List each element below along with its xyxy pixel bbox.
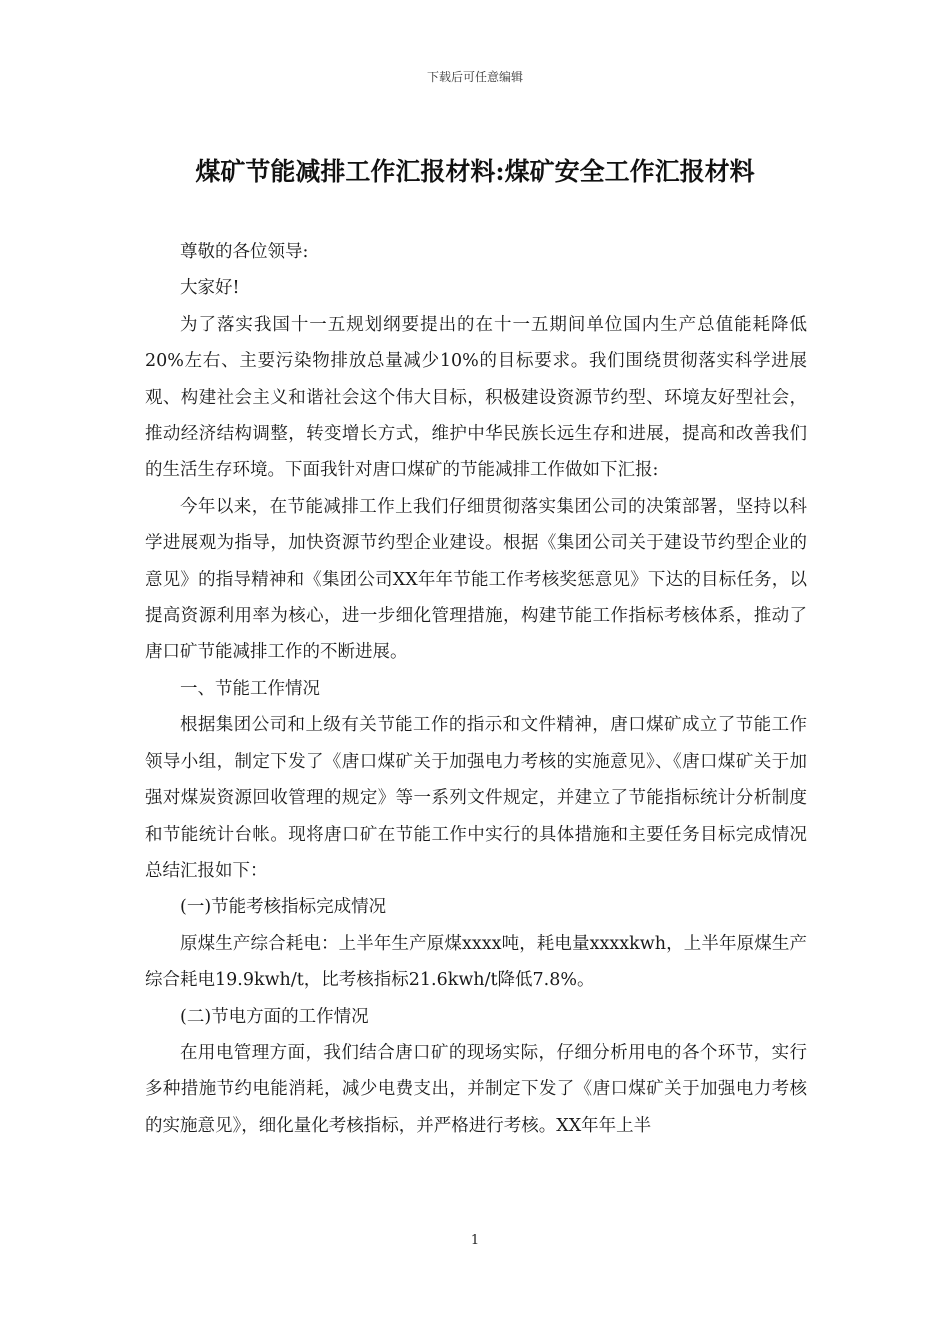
subsection-heading-1: (一)节能考核指标完成情况	[180, 897, 387, 918]
paragraph-intro: 为了落实我国十一五规划纲要提出的在十一五期间单位国内生产总值能耗降低20%左右、主要污染物排放总量减少10%的目标要求。我们围绕贯彻落实科学进展观、构建社会主义和谐社会这个伟大目标，积极建设资源节约型、环境友好型社会，推动经济结构调整，转变增长方式，维护中华民族长远生存和进展，提高和改善我们的生活生存环境。下面我针对唐口煤矿的节能减排工作做如下汇报:	[145, 314, 807, 481]
header-note: 下载后可任意编辑	[426, 70, 523, 84]
salutation: 尊敬的各位领导:	[180, 242, 309, 262]
page-number: 1	[470, 1233, 480, 1248]
paragraph-section-1: 根据集团公司和上级有关节能工作的指示和文件精神，唐口煤矿成立了节能工作领导小组，制定下发了《唐口煤矿关于加强电力考核的实施意见》、《唐口煤矿关于加强对煤炭资源回收管理的规定》等一系列文件规定，并建立了节能指标统计分析制度和节能统计台帐。现将唐口矿在节能工作中实行的具体措施和主要任务目标完成情况总结汇报如下：	[145, 715, 807, 881]
paragraph-subsection-2: 在用电管理方面，我们结合唐口矿的现场实际，仔细分析用电的各个环节，实行多种措施节约电能消耗，减少电费支出，并制定下发了《唐口煤矿关于加强电力考核的实施意见》，细化量化考核指标，并严格进行考核。XX年年上半	[145, 1042, 807, 1136]
document-title: 煤矿节能减排工作汇报材料:煤矿安全工作汇报材料	[195, 157, 755, 186]
document-body	[145, 234, 807, 1144]
subsection-heading-2: (二)节电方面的工作情况	[180, 1006, 369, 1027]
section-heading-1: 一、节能工作情况	[180, 678, 320, 699]
paragraph-subsection-1: 原煤生产综合耗电：上半年生产原煤xxxx吨，耗电量xxxxkwh，上半年原煤生产综合耗电19.9kwh/t，比考核指标21.6kwh/t降低7.8%。	[145, 933, 807, 991]
paragraph-overview: 今年以来，在节能减排工作上我们仔细贯彻落实集团公司的决策部署，坚持以科学进展观为指导，加快资源节约型企业建设。根据《集团公司关于建设节约型企业的意见》的指导精神和《集团公司XX年年节能工作考核奖惩意见》下达的目标任务，以提高资源利用率为核心，进一步细化管理措施，构建节能工作指标考核体系，推动了唐口矿节能减排工作的不断进展。	[145, 496, 807, 663]
greeting: 大家好!	[180, 278, 240, 299]
